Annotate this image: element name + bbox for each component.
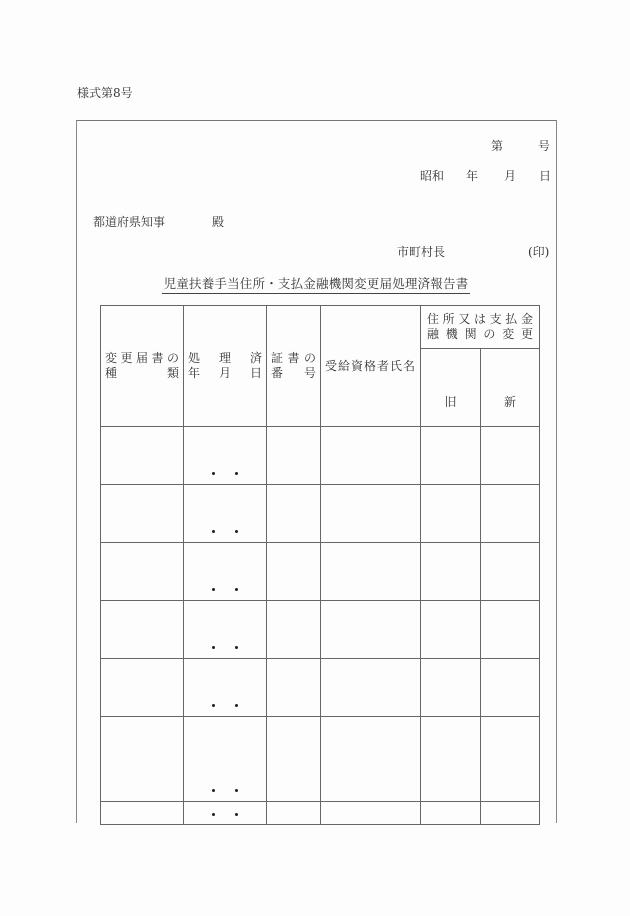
form-number: 様式第8号	[77, 86, 133, 100]
char: 書	[287, 351, 300, 365]
char: 証	[271, 351, 284, 365]
char: の	[483, 327, 496, 341]
header-processed-date-line1	[188, 351, 262, 366]
table-row	[101, 717, 540, 802]
date-separators	[184, 530, 266, 533]
cell-recipient-name[interactable]	[321, 543, 421, 601]
char: 融	[427, 327, 440, 341]
cell-change-type[interactable]	[101, 601, 184, 659]
date-day: 日	[539, 169, 552, 183]
cell-new[interactable]	[481, 802, 540, 825]
cell-change-type[interactable]	[101, 427, 184, 485]
char: 理	[218, 351, 231, 365]
report-table	[100, 305, 540, 825]
header-recipient-name	[321, 306, 421, 427]
cell-processed-date[interactable]	[184, 485, 267, 543]
header-recipient-name-text: 受給資格者氏名	[325, 358, 417, 373]
cell-processed-date[interactable]	[184, 601, 267, 659]
char: は	[473, 312, 486, 326]
char: の	[303, 351, 316, 365]
char: 月	[218, 366, 231, 380]
addressee: 都道府県知事	[93, 215, 166, 229]
cell-old[interactable]	[421, 543, 481, 601]
header-change-type-line2	[105, 366, 179, 381]
char: 変	[105, 351, 118, 365]
char: 年	[188, 366, 201, 380]
char: の	[166, 351, 179, 365]
date-year: 年	[466, 169, 479, 183]
cell-new[interactable]	[481, 717, 540, 802]
cell-processed-date[interactable]	[184, 659, 267, 717]
header-row-1	[101, 306, 540, 349]
sender-title: 市町村長	[397, 245, 446, 259]
cell-recipient-name[interactable]	[321, 601, 421, 659]
date-separators	[184, 646, 266, 649]
char: 機	[445, 327, 458, 341]
char: 住	[427, 312, 440, 326]
cell-old[interactable]	[421, 601, 481, 659]
cell-new[interactable]	[481, 485, 540, 543]
cell-processed-date[interactable]	[184, 543, 267, 601]
cell-recipient-name[interactable]	[321, 802, 421, 825]
header-change-type-line1	[105, 351, 179, 366]
table-row	[101, 543, 540, 601]
char: 日	[249, 366, 262, 380]
header-change-group	[421, 306, 540, 349]
document-title: 児童扶養手当住所・支払金融機関変更届処理済報告書	[162, 274, 470, 294]
table-row	[101, 427, 540, 485]
header-change-group-line2	[427, 327, 533, 342]
cell-certificate-number[interactable]	[267, 485, 321, 543]
char: 書	[151, 351, 164, 365]
date-separators	[184, 704, 266, 707]
header-change-group-line1	[427, 312, 533, 327]
document-number-prefix: 第	[491, 139, 504, 153]
char: 又	[458, 312, 471, 326]
char: 金	[520, 312, 533, 326]
cell-recipient-name[interactable]	[321, 427, 421, 485]
char: 関	[464, 327, 477, 341]
char: 支	[489, 312, 502, 326]
honorific: 殿	[212, 215, 225, 229]
cell-certificate-number[interactable]	[267, 717, 321, 802]
header-new	[481, 349, 540, 427]
date-separators	[184, 472, 266, 475]
cell-change-type[interactable]	[101, 485, 184, 543]
header-certificate-number-line2	[271, 366, 316, 381]
cell-old[interactable]	[421, 485, 481, 543]
document-number-suffix: 号	[538, 139, 551, 153]
cell-new[interactable]	[481, 659, 540, 717]
cell-old[interactable]	[421, 427, 481, 485]
header-certificate-number	[267, 306, 321, 427]
cell-recipient-name[interactable]	[321, 485, 421, 543]
table-row	[101, 601, 540, 659]
cell-recipient-name[interactable]	[321, 659, 421, 717]
cell-change-type[interactable]	[101, 717, 184, 802]
char: 類	[166, 366, 179, 380]
table-row	[101, 802, 540, 825]
header-old	[421, 349, 481, 427]
char: 払	[505, 312, 518, 326]
cell-certificate-number[interactable]	[267, 427, 321, 485]
cell-processed-date[interactable]	[184, 802, 267, 825]
cell-processed-date[interactable]	[184, 717, 267, 802]
cell-old[interactable]	[421, 659, 481, 717]
cell-change-type[interactable]	[101, 543, 184, 601]
char: 番	[271, 366, 284, 380]
cell-old[interactable]	[421, 802, 481, 825]
char: 所	[442, 312, 455, 326]
cell-change-type[interactable]	[101, 802, 184, 825]
cell-old[interactable]	[421, 717, 481, 802]
char: 処	[188, 351, 201, 365]
cell-certificate-number[interactable]	[267, 802, 321, 825]
char: 届	[135, 351, 148, 365]
date-separators	[184, 813, 266, 816]
date-month: 月	[504, 169, 517, 183]
cell-certificate-number[interactable]	[267, 601, 321, 659]
date-era: 昭和	[420, 169, 445, 183]
seal-mark: (印)	[528, 245, 550, 259]
char: 種	[105, 366, 118, 380]
header-processed-date	[184, 306, 267, 427]
date-separators	[184, 588, 266, 591]
table-row	[101, 659, 540, 717]
header-processed-date-line2	[188, 366, 262, 381]
char: 済	[249, 351, 262, 365]
cell-certificate-number[interactable]	[267, 659, 321, 717]
header-new-text: 新	[504, 395, 517, 409]
char: 変	[502, 327, 515, 341]
char: 号	[303, 366, 316, 380]
cell-recipient-name[interactable]	[321, 717, 421, 802]
table-row	[101, 485, 540, 543]
cell-new[interactable]	[481, 543, 540, 601]
cell-change-type[interactable]	[101, 659, 184, 717]
char: 更	[520, 327, 533, 341]
cell-new[interactable]	[481, 601, 540, 659]
header-change-type	[101, 306, 184, 427]
char: 更	[120, 351, 133, 365]
header-old-text: 旧	[444, 395, 457, 409]
date-separators	[184, 789, 266, 792]
cell-new[interactable]	[481, 427, 540, 485]
header-certificate-number-line1	[271, 351, 316, 366]
cell-processed-date[interactable]	[184, 427, 267, 485]
cell-certificate-number[interactable]	[267, 543, 321, 601]
